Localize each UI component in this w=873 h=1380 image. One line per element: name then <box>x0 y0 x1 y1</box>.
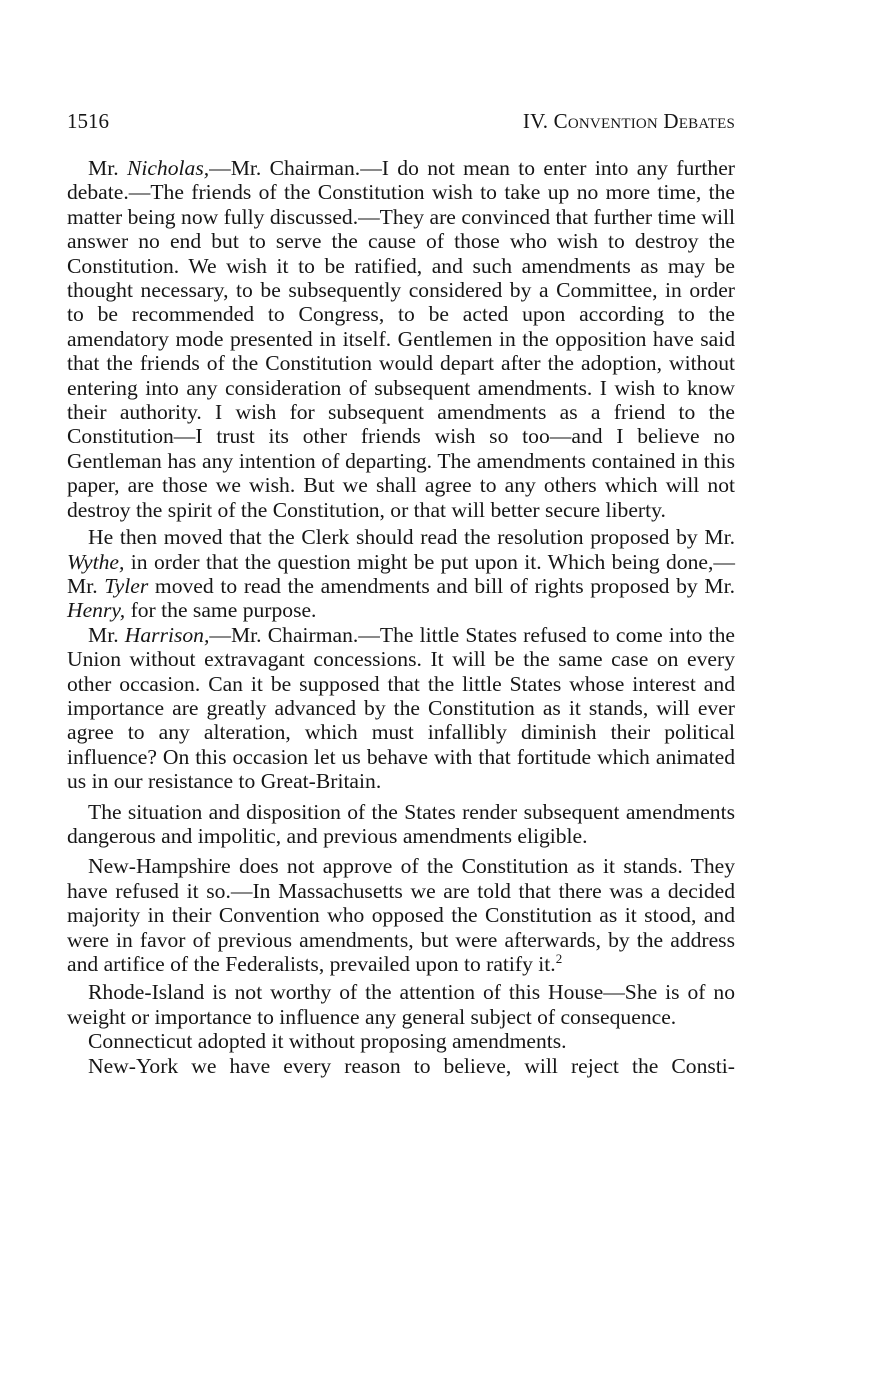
paragraph-nicholas <box>67 156 735 522</box>
paragraph-new-hampshire <box>67 854 735 976</box>
footnote-marker: 2 <box>555 951 563 966</box>
paragraph-connecticut <box>67 1029 735 1053</box>
paragraph-text: He then moved that the Clerk should read the resolution proposed by Mr. <box>88 525 735 550</box>
paragraph-text: Connecticut adopted it without proposing amendments. <box>88 1029 567 1054</box>
page-number: 1516 <box>67 109 109 133</box>
page-header <box>67 104 735 138</box>
paragraph-text: Rhode-Island is not worthy of the attention of this House—She is of no weight or importance to influence any general subject of consequence. <box>67 980 735 1029</box>
document-page <box>67 0 735 1380</box>
paragraph-text: —Mr. Chairman.—I do not mean to enter into any further debate.—The friends of the Constitution wish to take up no more time, the matter being now fully discussed.—They are convinced that further time will answer no end but to serve the cause of those who wish to destroy the Constitution. We wish it to be ratified, and such amendments as may be thought necessary, to be subsequently considered by a Committee, in order to be recommended to Congress, to be acted upon according to the amendatory mode presented in itself. Gentlemen in the opposition have said that the friends of the Constitution would depart after the adoption, without entering into any consideration of subsequent amendments. I wish to know their authority. I wish for subsequent amendments as a friend to the Constitution—I trust its other friends wish so too—and I believe no Gentleman has any intention of departing. The amendments contained in this paper, are those we wish. But we shall agree to any others which will not destroy the spirit of the Constitution, or that will better secure liberty. <box>67 156 735 522</box>
running-head: IV. Convention Debates <box>522 109 735 133</box>
paragraph-text: New-Hampshire does not approve of the Constitution as it stands. They have refused it so.—In Massachusetts we are told that there was a decided majority in their Convention who opposed the Constitution as it stood, and were in favor of previous amendments, but were afterwards, by the address and artifice of the Federalists, prevailed upon to ratify it. <box>67 854 735 976</box>
paragraph-text: moved to read the amendments and bill of rights proposed by Mr. <box>148 573 735 598</box>
person-name: Tyler <box>104 573 149 598</box>
speaker-name: Nicholas, <box>126 156 210 180</box>
paragraph-text: The situation and disposition of the States render subsequent amendments dangerous and impolitic, and previous amendments eligible. <box>67 799 735 848</box>
speaker-name: Harrison, <box>124 622 210 647</box>
paragraph-text: for the same purpose. <box>125 598 317 623</box>
paragraph-text: Mr. <box>88 156 127 180</box>
paragraph-text: New-York we have every reason to believe, will reject the Consti- <box>88 1053 735 1078</box>
paragraph-motion <box>67 525 735 623</box>
paragraph-new-york <box>67 1054 735 1078</box>
paragraph-text: Mr. <box>88 622 125 647</box>
paragraph-rhode-island <box>67 980 735 1029</box>
person-name: Wythe, <box>67 549 125 574</box>
paragraph-text: in order that the question might be put upon it. Which being done,—Mr. <box>67 549 735 598</box>
person-name: Henry, <box>67 598 126 623</box>
body-text <box>67 156 735 1078</box>
paragraph-harrison <box>67 623 735 794</box>
paragraph-states <box>67 800 735 849</box>
paragraph-text: —Mr. Chairman.—The little States refused to come into the Union without extravagant concessions. It will be the same case on every other occasion. Can it be supposed that the little States whose interest and importance are greatly advanced by the Constitution as it stands, will ever agree to any alteration, which must infallibly diminish their political influence? On this occasion let us behave with that fortitude which animated us in our resistance to Great-Britain. <box>67 622 735 794</box>
